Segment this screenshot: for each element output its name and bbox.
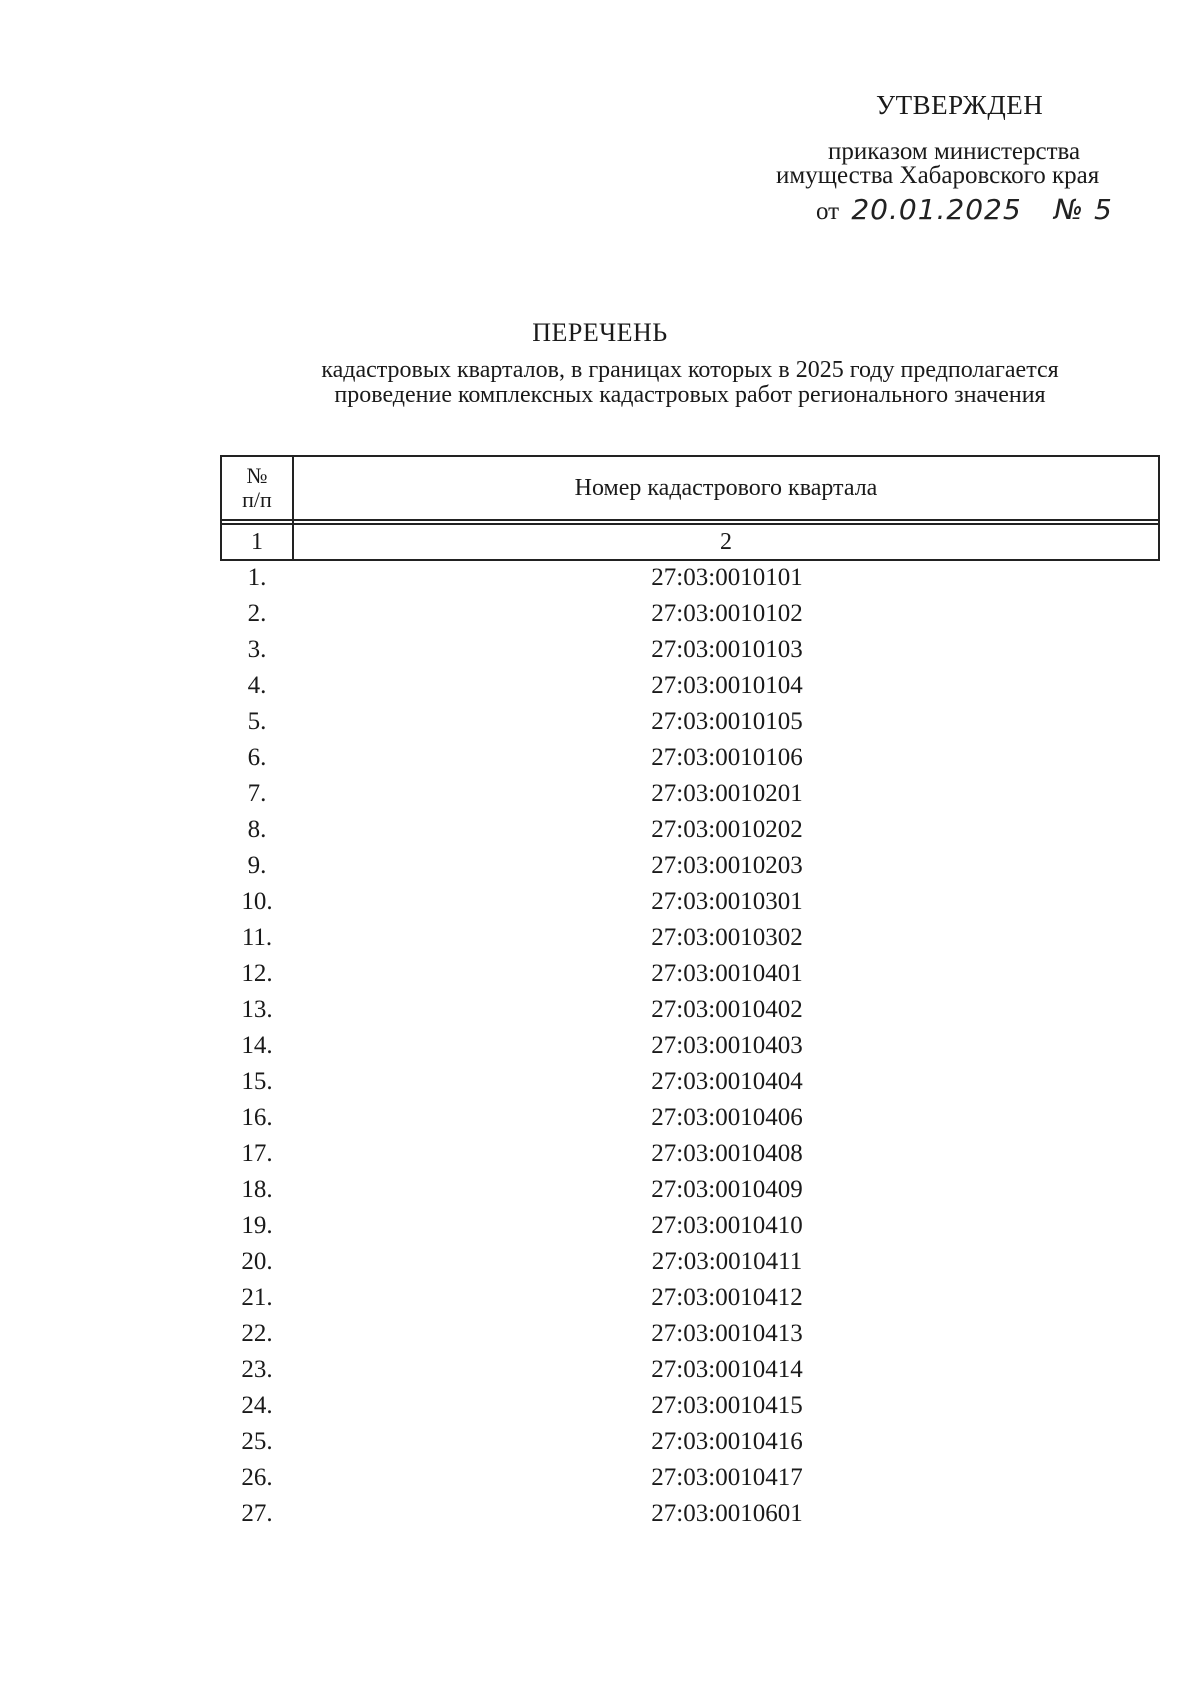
- header-index-2: 2: [293, 524, 1159, 560]
- row-number: 9.: [247, 852, 267, 879]
- row-number: 7.: [247, 780, 267, 807]
- table-row: [220, 1352, 1160, 1388]
- row-cadastral-number: 27:03:0010402: [651, 996, 803, 1023]
- row-number: 21.: [241, 1284, 273, 1311]
- table-row: [220, 1028, 1160, 1064]
- row-number: 5.: [247, 708, 267, 735]
- row-number: 6.: [247, 744, 267, 771]
- row-cadastral-number: 27:03:0010201: [651, 780, 803, 807]
- table-row: [220, 1460, 1160, 1496]
- header-cadastral-cell: Номер кадастрового квартала: [293, 456, 1159, 520]
- row-cadastral-number: 27:03:0010413: [651, 1320, 803, 1347]
- row-cadastral-number: 27:03:0010412: [651, 1284, 803, 1311]
- table-row: [220, 596, 1160, 632]
- row-number: 2.: [247, 600, 267, 627]
- row-cadastral-number: 27:03:0010410: [651, 1212, 803, 1239]
- row-number: 10.: [241, 888, 273, 915]
- approval-line-1: приказом министерства: [828, 138, 1081, 165]
- table-row: [220, 1496, 1160, 1532]
- table-row: [220, 560, 1160, 596]
- table-row: [220, 1208, 1160, 1244]
- row-cadastral-number: 27:03:0010301: [651, 888, 803, 915]
- row-number: 1.: [247, 564, 267, 591]
- row-number: 24.: [241, 1392, 273, 1419]
- document-title: ПЕРЕЧЕНЬ: [532, 318, 668, 347]
- row-number: 25.: [241, 1428, 273, 1455]
- table-row: [220, 1136, 1160, 1172]
- row-cadastral-number: 27:03:0010102: [651, 600, 803, 627]
- row-cadastral-number: 27:03:0010302: [651, 924, 803, 951]
- row-number: 18.: [241, 1176, 273, 1203]
- row-number: 17.: [241, 1140, 273, 1167]
- row-cadastral-number: 27:03:0010411: [651, 1248, 803, 1275]
- row-cadastral-number: 27:03:0010101: [651, 564, 803, 591]
- header-index-row: [221, 524, 1159, 560]
- table-row: [220, 884, 1160, 920]
- header-index-1: 1: [221, 524, 293, 560]
- table-row: [220, 704, 1160, 740]
- row-cadastral-number: 27:03:0010106: [651, 744, 803, 771]
- table-row: [220, 632, 1160, 668]
- table-row: [220, 956, 1160, 992]
- row-number: 23.: [241, 1356, 273, 1383]
- table-row: [220, 1100, 1160, 1136]
- table-row: [220, 1316, 1160, 1352]
- row-cadastral-number: 27:03:0010409: [651, 1176, 803, 1203]
- table-row: [220, 848, 1160, 884]
- header-number-sign: №: [246, 463, 268, 488]
- header-number-label: п/п: [242, 487, 272, 512]
- row-cadastral-number: 27:03:0010203: [651, 852, 803, 879]
- subtitle-line-1: кадастровых кварталов, в границах которых в 2025 году предполагается: [321, 357, 1059, 383]
- table-row: [220, 1064, 1160, 1100]
- approval-date-line: [816, 193, 1113, 226]
- row-cadastral-number: 27:03:0010417: [651, 1464, 803, 1491]
- row-cadastral-number: 27:03:0010403: [651, 1032, 803, 1059]
- subtitle-line-2: проведение комплексных кадастровых работ регионального значения: [334, 382, 1046, 408]
- row-number: 11.: [241, 924, 273, 951]
- row-number: 20.: [241, 1248, 273, 1275]
- row-number: 26.: [241, 1464, 273, 1491]
- row-number: 19.: [241, 1212, 273, 1239]
- table-row: [220, 1388, 1160, 1424]
- row-number: 8.: [247, 816, 267, 843]
- row-number: 27.: [241, 1500, 273, 1527]
- table-header: [220, 455, 1160, 561]
- table-row: [220, 668, 1160, 704]
- row-number: 12.: [241, 960, 273, 987]
- row-cadastral-number: 27:03:0010404: [651, 1068, 803, 1095]
- row-number: 15.: [241, 1068, 273, 1095]
- row-cadastral-number: 27:03:0010416: [651, 1428, 803, 1455]
- row-cadastral-number: 27:03:0010601: [651, 1500, 803, 1527]
- row-cadastral-number: 27:03:0010415: [651, 1392, 803, 1419]
- table-row: [220, 1424, 1160, 1460]
- row-cadastral-number: 27:03:0010105: [651, 708, 803, 735]
- row-number: 3.: [247, 636, 267, 663]
- header-number-cell: [221, 456, 293, 520]
- approval-title: УТВЕРЖДЕН: [876, 90, 1044, 120]
- row-number: 16.: [241, 1104, 273, 1131]
- handwritten-date: 20.01.2025: [851, 193, 1022, 226]
- document-subtitle: [240, 358, 1140, 408]
- table-row: [220, 920, 1160, 956]
- approval-date-prefix: от: [816, 198, 840, 225]
- table-row: [220, 992, 1160, 1028]
- row-cadastral-number: 27:03:0010408: [651, 1140, 803, 1167]
- row-cadastral-number: 27:03:0010103: [651, 636, 803, 663]
- row-cadastral-number: 27:03:0010401: [651, 960, 803, 987]
- approval-line-2: имущества Хабаровского края: [776, 162, 1100, 189]
- table-row: [220, 812, 1160, 848]
- row-number: 13.: [241, 996, 273, 1023]
- row-number: 4.: [247, 672, 267, 699]
- table-row: [220, 1172, 1160, 1208]
- table-row: [220, 740, 1160, 776]
- header-row: [221, 456, 1159, 520]
- row-cadastral-number: 27:03:0010406: [651, 1104, 803, 1131]
- table-row: [220, 1280, 1160, 1316]
- row-cadastral-number: 27:03:0010104: [651, 672, 803, 699]
- row-number: 22.: [241, 1320, 273, 1347]
- table-row: [220, 1244, 1160, 1280]
- row-cadastral-number: 27:03:0010414: [651, 1356, 803, 1383]
- table-body: [220, 560, 1160, 1532]
- handwritten-number: № 5: [1053, 193, 1113, 226]
- row-cadastral-number: 27:03:0010202: [651, 816, 803, 843]
- table-row: [220, 776, 1160, 812]
- row-number: 14.: [241, 1032, 273, 1059]
